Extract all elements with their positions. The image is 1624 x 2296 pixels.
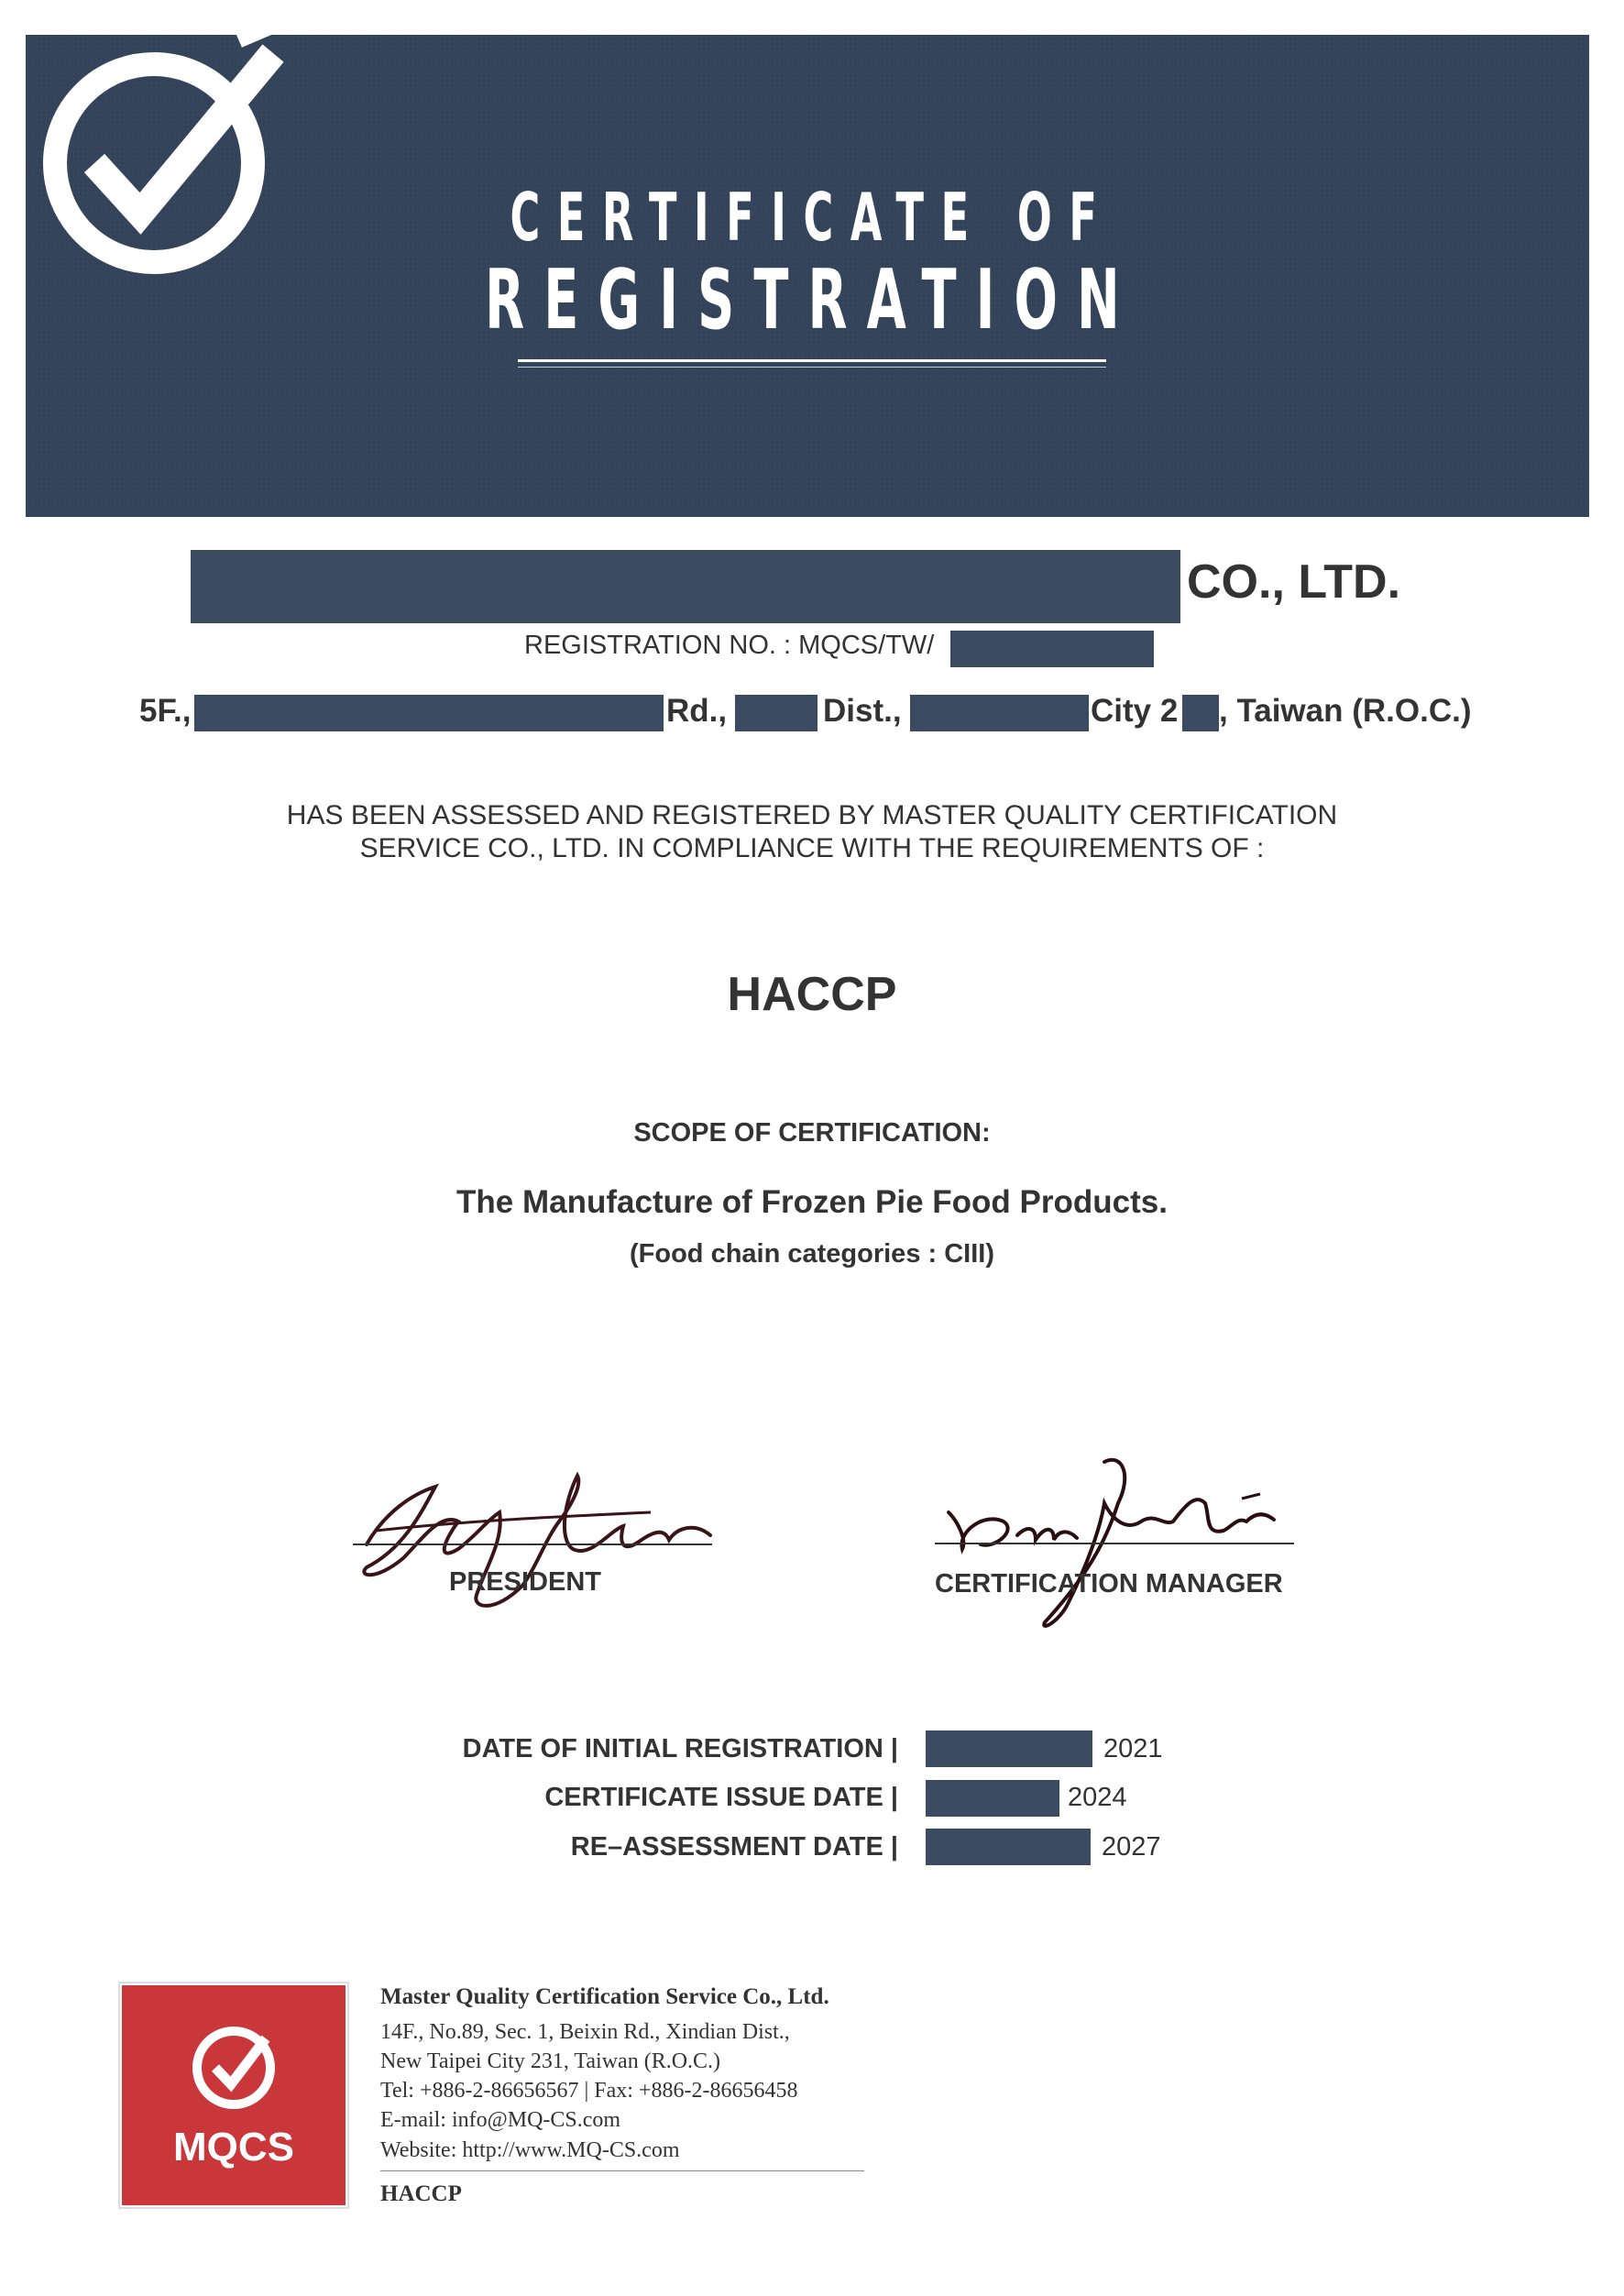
issuer-email: E-mail: info@MQ-CS.com [380, 2108, 621, 2132]
issuer-address-line2: New Taipei City 231, Taiwan (R.O.C.) [380, 2049, 721, 2073]
redacted-city [910, 695, 1089, 731]
redacted-issue-date [926, 1780, 1059, 1817]
initial-registration-year: 2021 [1103, 1734, 1163, 1763]
redacted-district [735, 695, 817, 731]
manager-signature-line [935, 1543, 1294, 1544]
registration-number-label: REGISTRATION NO. : MQCS/TW/ [524, 631, 935, 660]
mqcs-logo [122, 1985, 346, 2205]
redacted-initial-date [926, 1730, 1092, 1767]
president-title: PRESIDENT [449, 1567, 601, 1597]
address-road: Rd., [666, 693, 728, 729]
check-circle-icon [26, 35, 301, 310]
manager-title: CERTIFICATION MANAGER [935, 1569, 1283, 1598]
issuer-address-line1: 14F., No.89, Sec. 1, Beixin Rd., Xindian Dist., [380, 2020, 790, 2044]
company-address [0, 693, 1624, 733]
footer-standard: HACCP [380, 2181, 462, 2206]
company-name-suffix: CO., LTD. [1187, 555, 1401, 609]
reassessment-date-label: RE–ASSESSMENT DATE | [570, 1832, 898, 1862]
title-underline [518, 359, 1106, 362]
issuer-name: Master Quality Certification Service Co., Ltd. [380, 1984, 829, 2009]
manager-signature [930, 1448, 1297, 1631]
check-circle-icon [188, 2022, 280, 2114]
mqcs-logo-text: MQCS [173, 2125, 294, 2170]
standard-name: HACCP [727, 968, 897, 1021]
footer-divider [380, 2170, 864, 2171]
issuer-phone-fax: Tel: +886-2-86656567 | Fax: +886-2-86656458 [380, 2079, 798, 2103]
scope-label: SCOPE OF CERTIFICATION: [633, 1118, 991, 1148]
certificate-title-line2: REGISTRATION [485, 252, 1139, 348]
address-country: , Taiwan (R.O.C.) [1219, 693, 1472, 729]
president-signature [348, 1457, 733, 1622]
initial-registration-label: DATE OF INITIAL REGISTRATION | [462, 1734, 898, 1763]
scope-category: (Food chain categories : CIII) [630, 1239, 994, 1269]
statement-line1: HAS BEEN ASSESSED AND REGISTERED BY MASTER QUALITY CERTIFICATION [286, 800, 1338, 830]
scope-text: The Manufacture of Frozen Pie Food Products. [456, 1184, 1168, 1220]
reassessment-date-year: 2027 [1102, 1832, 1161, 1862]
issue-date-label: CERTIFICATE ISSUE DATE | [544, 1783, 898, 1812]
address-floor: 5F., [139, 693, 192, 729]
redacted-postcode [1182, 695, 1219, 731]
title-underline-thin [518, 367, 1106, 368]
certificate-title-line1: CERTIFICATE OF [510, 179, 1114, 256]
statement-line2: SERVICE CO., LTD. IN COMPLIANCE WITH THE REQUIREMENTS OF : [359, 833, 1265, 863]
president-signature-line [353, 1543, 712, 1545]
issue-date-year: 2024 [1068, 1783, 1127, 1812]
redacted-company-name [191, 550, 1180, 623]
redacted-street [194, 695, 664, 731]
address-district: Dist., [823, 693, 902, 729]
redacted-reassessment-date [926, 1829, 1091, 1865]
address-city: City 2 [1091, 693, 1179, 729]
redacted-registration-number [950, 631, 1154, 667]
issuer-website: Website: http://www.MQ-CS.com [380, 2138, 680, 2162]
